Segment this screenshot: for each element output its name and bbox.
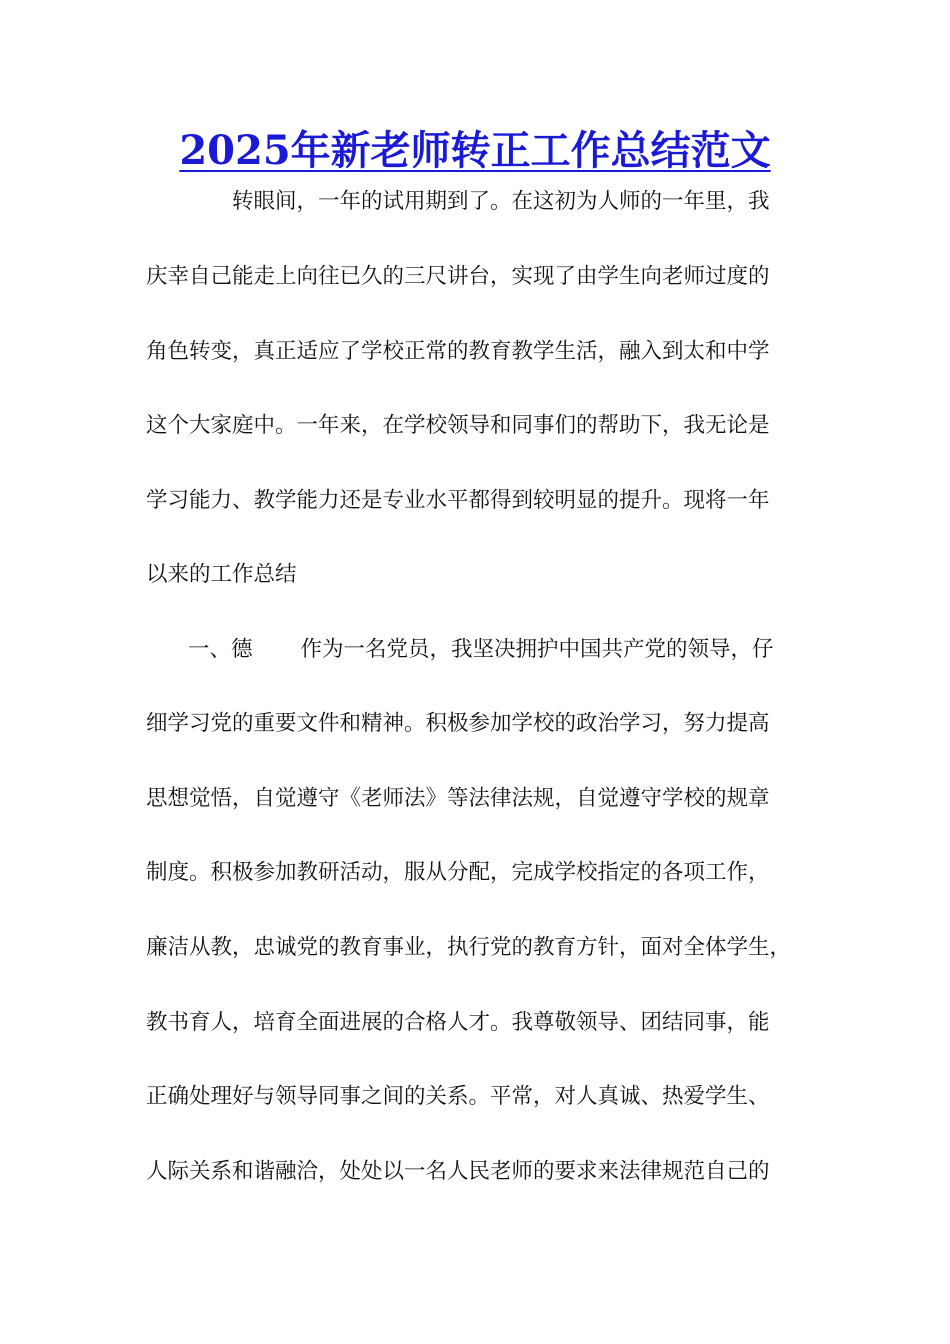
- paragraph-line: 思想觉悟，自觉遵守《老师法》等法律法规，自觉遵守学校的规章: [146, 786, 770, 811]
- document-title-link[interactable]: 2025年新老师转正工作总结范文: [179, 127, 771, 174]
- paragraph-line: 学习能力、教学能力还是专业水平都得到较明显的提升。现将一年: [146, 488, 770, 513]
- paragraph-line: 转眼间，一年的试用期到了。在这初为人师的一年里，我: [232, 189, 770, 214]
- paragraph-line: 庆幸自己能走上向往已久的三尺讲台，实现了由学生向老师过度的: [146, 264, 770, 289]
- paragraph-line: 廉洁从教，忠诚党的教育事业，执行党的教育方针，面对全体学生，: [146, 935, 792, 960]
- section-first-line: [188, 635, 774, 665]
- paragraph-line: 以来的工作总结: [146, 562, 297, 587]
- paragraph-line: 正确处理好与领导同事之间的关系。平常，对人真诚、热爱学生、: [146, 1084, 770, 1109]
- paragraph-line: 细学习党的重要文件和精神。积极参加学校的政治学习，努力提高: [146, 711, 770, 736]
- paragraph-line: 这个大家庭中。一年来，在学校领导和同事们的帮助下，我无论是: [146, 413, 770, 438]
- section-heading: 一、德: [188, 637, 253, 662]
- paragraph-line: 作为一名党员，我坚决拥护中国共产党的领导，仔: [300, 637, 774, 662]
- paragraph-line: 人际关系和谐融洽，处处以一名人民老师的要求来法律规范自己的: [146, 1159, 770, 1184]
- paragraph-line: 教书育人，培育全面进展的合格人才。我尊敬领导、团结同事，能: [146, 1010, 770, 1035]
- paragraph-line: 制度。积极参加教研活动，服从分配，完成学校指定的各项工作，: [146, 860, 770, 885]
- paragraph-line: 角色转变，真正适应了学校正常的教育教学生活，融入到太和中学: [146, 339, 770, 364]
